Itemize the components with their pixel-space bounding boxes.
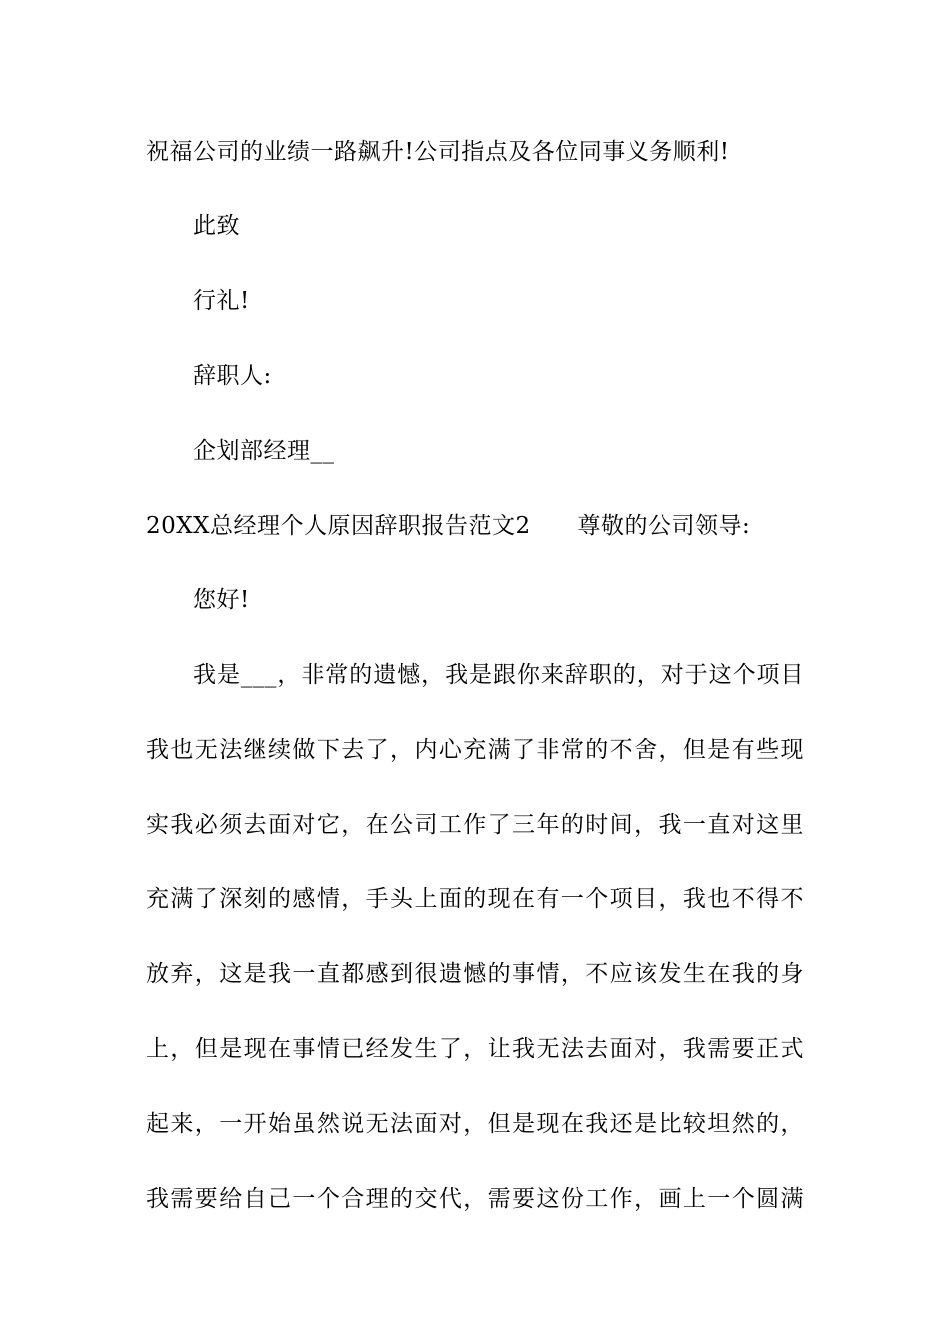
- body-line-1: 我是___，非常的遗憾，我是跟你来辞职的，对于这个项目: [193, 662, 804, 688]
- section-heading: 20XX总经理个人原因辞职报告范文2 尊敬的公司领导:: [146, 513, 751, 539]
- resigner-label: 辞职人:: [193, 363, 272, 389]
- body-line-7: 起来，一开始虽然说无法面对，但是现在我还是比较坦然的，: [146, 1111, 804, 1137]
- body-line-6: 上，但是现在事情已经发生了，让我无法去面对，我需要正式: [146, 1036, 804, 1062]
- salutation-cizhi: 此致: [193, 213, 240, 239]
- signature-title: 企划部经理__: [193, 438, 335, 464]
- greeting: 您好!: [193, 587, 250, 613]
- salutation-xingli: 行礼!: [193, 288, 250, 314]
- body-line-2: 我也无法继续做下去了，内心充满了非常的不舍，但是有些现: [146, 737, 804, 763]
- closing-wish-line: 祝福公司的业绩一路飙升!公司指点及各位同事义务顺利!: [146, 139, 730, 165]
- body-line-3: 实我必须去面对它，在公司工作了三年的时间，我一直对这里: [146, 812, 804, 838]
- body-line-5: 放弃，这是我一直都感到很遗憾的事情，不应该发生在我的身: [146, 961, 804, 987]
- body-line-8: 我需要给自己一个合理的交代，需要这份工作，画上一个圆满: [146, 1186, 804, 1212]
- body-line-4: 充满了深刻的感情，手头上面的现在有一个项目，我也不得不: [146, 886, 804, 912]
